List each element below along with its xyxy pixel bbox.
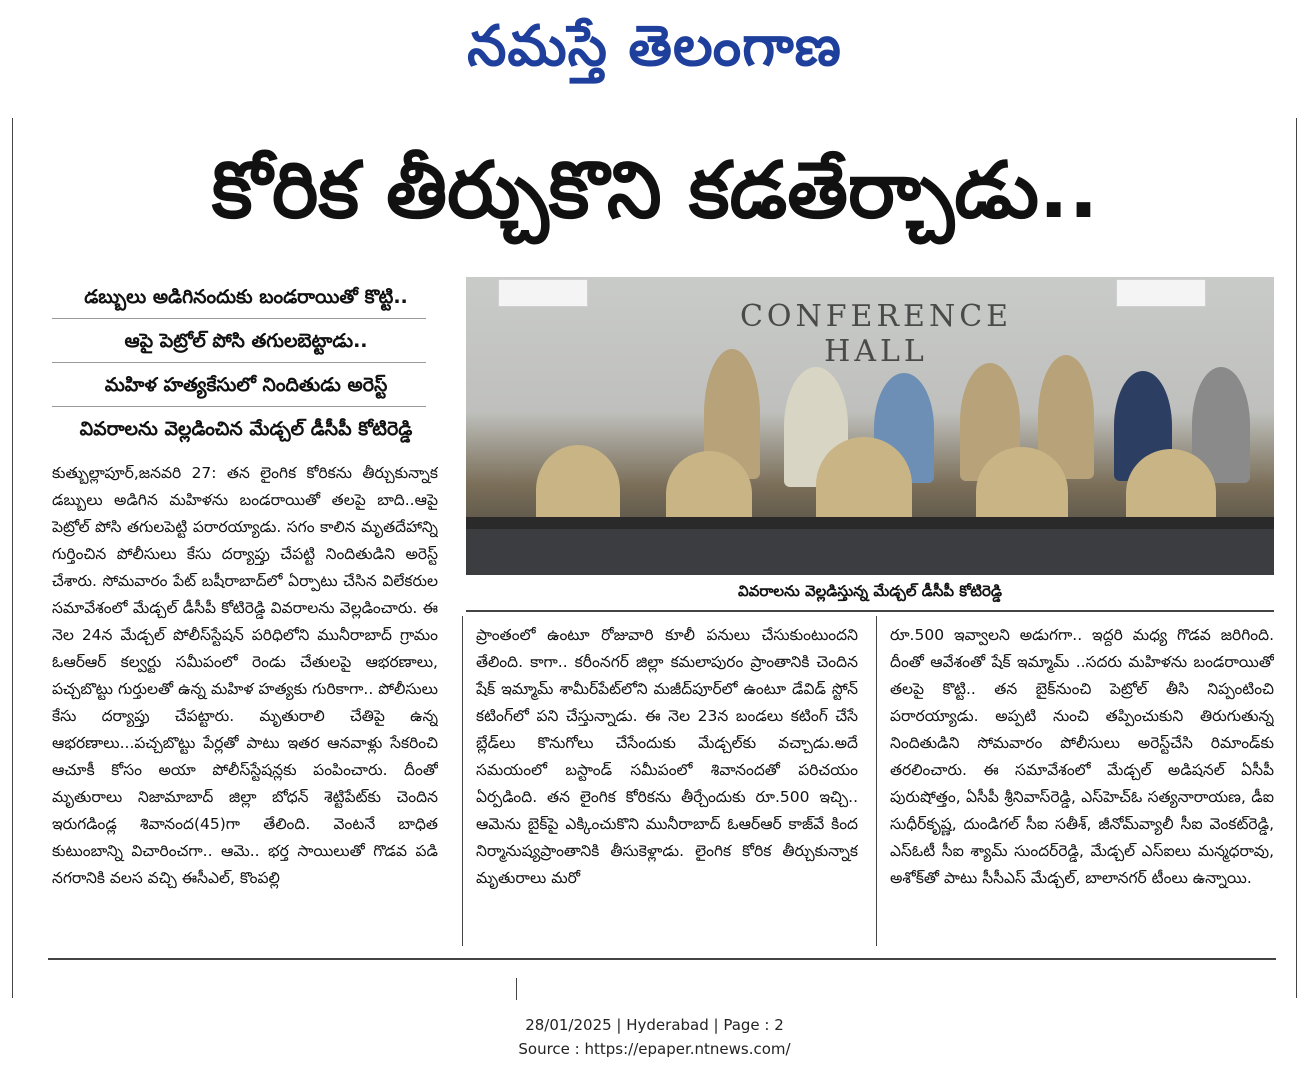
article-end-rule [48, 958, 1276, 960]
subheadline-2: ఆపై పెట్రోల్ పోసి తగులబెట్టాడు.. [124, 330, 368, 352]
subheadline-divider [52, 406, 426, 407]
subheadline-divider [52, 362, 426, 363]
subheadline-3: మహిళ హత్యకేసులో నిందితుడు అరెస్ట్ [104, 374, 388, 396]
article-headline: కోరిక తీర్చుకొని కడతేర్చాడు.. [211, 146, 1099, 236]
table-cloth [466, 529, 1274, 575]
press-conference-photo [466, 277, 1274, 575]
photo-caption: వివరాలను వెల్లడిస్తున్న మేడ్చల్ డీసీపీ కోటిరెడ్డి [738, 582, 1002, 600]
subheadline-divider [52, 318, 426, 319]
air-conditioner-right [1116, 279, 1206, 307]
column-divider [462, 616, 463, 946]
article-column-1: కుత్బుల్లాపూర్,జనవరి 27: తన లైంగిక కోరికను తీర్చుకున్నాక డబ్బులు అడిగిన మహిళను బండరాయితో తలపై బాది..ఆపై పెట్రోల్ పోసి తగులపెట్టి పరారయ్యాడు. సగం కాలిన మృతదేహాన్ని గుర్తించిన పోలీసులు కేసు దర్యాప్తు చేపట్టి నిందితుడిని అరెస్ట్ చేశారు. సోమవారం పేట్ బషీరాబాద్‌లో ఏర్పాటు చేసిన విలేకరుల సమావేశంలో మేడ్చల్ డీసీపీ కోటిరెడ్డి వివరాలను వెల్లడించారు. ఈ నెల 24న మేడ్చల్ పోలీస్‌స్టేషన్ పరిధిలోని మునీరాబాద్ గ్రామం ఓఆర్‌ఆర్ కల్వర్టు సమీపంలో రెండు చేతులపై ఆభరణాలు, పచ్చబొట్టు గుర్తులతో ఉన్న మహిళ హత్యకు గురికాగా.. పోలీసులు కేసు దర్యాప్తు చేపట్టారు. మృతురాలి చేతిపై ఉన్న ఆభరణాలు...పచ్చబొట్టు పేర్లతో పాటు ఇతర ఆనవాళ్లు సేకరించి ఆచూకీ కోసం అయా పోలీస్‌స్టేషన్లకు పంపించారు. దీంతో మృతురాలు నిజామాబాద్ జిల్లా బోధన్ శెట్టిపేట్‌కు చెందిన ఇరుగడిండ్ల శివానంద(45)గా తేలింది. వెంటనే బాధిత కుటుంబాన్ని విచారించగా.. ఆమె.. భర్త సాయిలుతో గొడవ పడి నగరానికి వలస వచ్చి ఈసీఎల్, కొంపల్లి [52, 464, 438, 887]
article-column-2: ప్రాంతంలో ఉంటూ రోజువారి కూలీ పనులు చేసుకుంటుందని తేలింది. కాగా.. కరీంనగర్ జిల్లా కమలాపురం ప్రాంతానికి చెందిన షేక్ ఇమ్మామ్ శామీర్‌పేట్‌లోని మజీద్‌పూర్‌లో ఉంటూ డేవిడ్ స్టోన్ కటింగ్‌లో పని చేస్తున్నాడు. ఈ నెల 23న బండలు కటింగ్ చేసే బ్లేడ్‌లు కొనుగోలు చేసేందుకు మేడ్చల్‌కు వచ్చాడు.అదే సమయంలో బస్టాండ్ సమీపంలో శివానందతో పరిచయం ఏర్పడింది. తన లైంగిక కోరికను తీర్చేందుకు రూ.500 ఇచ్చి.. ఆమెను బైక్‌పై ఎక్కించుకొని మునీరాబాద్ ఓఆర్‌ఆర్ కాజ్‌వే కింద నిర్మానుష్యప్రాంతానికి తీసుకెళ్లాడు. లైంగిక కోరిక తీర్చుకున్నాక మృతురాలు మరో [476, 626, 858, 887]
article-column-3: రూ.500 ఇవ్వాలని అడుగగా.. ఇద్దరి మధ్య గొడవ జరిగింది. దీంతో ఆవేశంతో షేక్ ఇమ్మామ్ ..సదరు మహిళను బండరాయితో తలపై కొట్టి.. తన బైక్‌నుంచి పెట్రోల్ తీసి నిప్పంటించి పరారయ్యాడు. అప్పటి నుంచి తప్పించుకుని తిరుగుతున్న నిందితుడిని సోమవారం పోలీసులు అరెస్ట్‌చేసి రిమాండ్‌కు తరలించారు. ఈ సమావేశంలో మేడ్చల్ అడిషనల్ ఏసీపీ పురుషోత్తం, ఏసీపీ శ్రీనివాస్‌రెడ్డి, ఎస్‌హెచ్‌ఓ సత్యనారాయణ, డీఐ సుధీర్‌కృష్ణ, దుండిగల్ సీఐ సతీశ్, జీనోమ్‌వ్యాలీ సీఐ వెంకట్‌రెడ్డి, ఎస్ఓటీ సీఐ శ్యామ్ సుందర్‌రెడ్డి, మేడ్చల్ ఎస్ఐలు మన్మధరావు, అశోక్‌తో పాటు సీసీఎస్ మేడ్చల్, బాలానగర్ టీంలు ఉన్నాయి. [890, 626, 1274, 887]
subheadline-1: డబ్బులు అడిగినందుకు బండరాయితో కొట్టి.. [84, 286, 408, 308]
caption-divider [466, 610, 1274, 612]
conference-hall-sign: CONFERENCE HALL [739, 299, 1013, 369]
newspaper-masthead: నమస్తే తెలంగాణ [467, 13, 842, 79]
right-border [1296, 118, 1297, 998]
subheadline-4: వివరాలను వెల్లడించిన మేడ్చల్ డీసీపీ కోటిరెడ్డి [79, 418, 413, 440]
air-conditioner-left [498, 279, 588, 307]
next-article-divider [516, 978, 517, 1000]
left-border [12, 118, 13, 998]
column-divider [876, 616, 877, 946]
footer-source: Source : https://epaper.ntnews.com/ [518, 1040, 791, 1058]
footer-edition-info: 28/01/2025 | Hyderabad | Page : 2 [525, 1016, 784, 1034]
